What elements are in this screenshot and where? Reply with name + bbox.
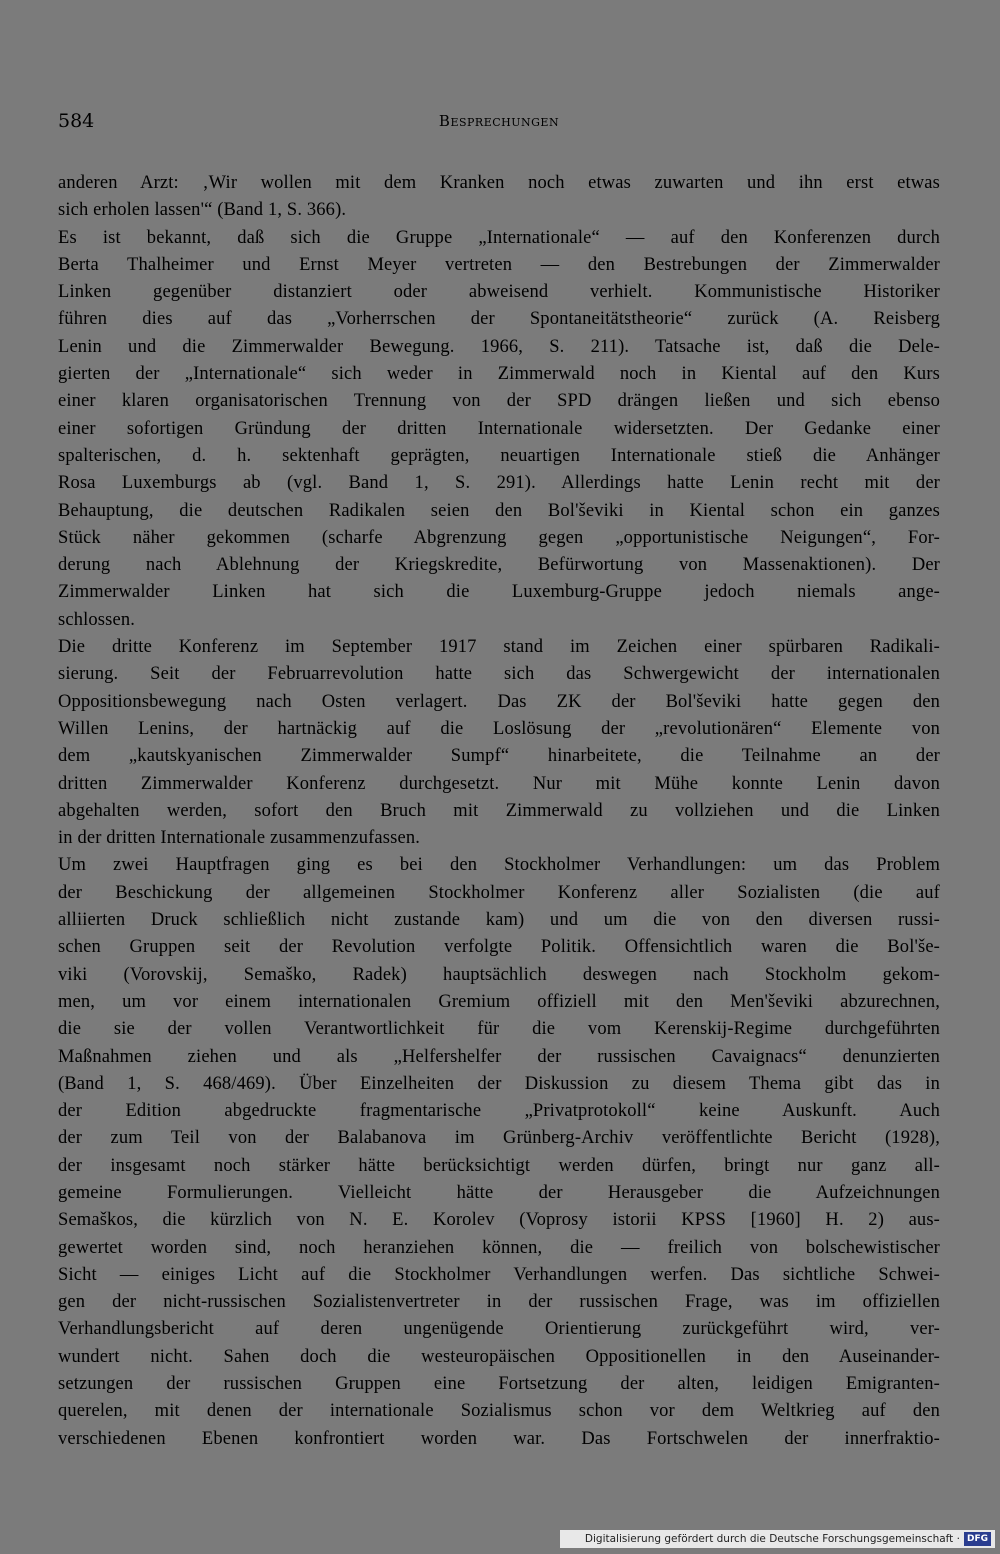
text-line: Verhandlungsbericht auf deren ungenügende Orientierung zurückgeführt wird, ver- <box>58 1319 940 1340</box>
text-line: setzungen der russischen Gruppen eine Fortsetzung der alten, leidigen Emigranten- <box>58 1374 940 1395</box>
text-line: einer klaren organisatorischen Trennung von der SPD drängen ließen und sich ebenso <box>58 391 940 412</box>
text-line: Sicht — einiges Licht auf die Stockholmer Verhandlungen werfen. Das sichtliche Schwei- <box>58 1264 940 1285</box>
text-line: viki (Vorovskij, Semaško, Radek) hauptsächlich deswegen nach Stockholm gekom- <box>58 964 940 985</box>
text-line: wundert nicht. Sahen doch die westeuropäischen Oppositionellen in den Auseinander- <box>58 1346 940 1367</box>
text-line: in der dritten Internationale zusammenzufassen. <box>58 828 421 849</box>
body-text <box>58 170 940 1453</box>
text-line: querelen, mit denen der internationale Sozialismus schon vor dem Weltkrieg auf den <box>58 1401 940 1422</box>
running-head: Besprechungen <box>438 112 560 130</box>
footer-text: Digitalisierung gefördert durch die Deutsche Forschungsgemeinschaft · <box>584 1533 960 1545</box>
text-line: anderen Arzt: ‚Wir wollen mit dem Kranken noch etwas zuwarten und ihn erst etwas <box>58 173 940 193</box>
text-line: führen dies auf das „Vorherrschen der Spontaneitätstheorie“ zurück (A. Reisberg <box>58 309 940 330</box>
text-line: Berta Thalheimer und Ernst Meyer vertreten — den Bestrebungen der Zimmerwalder <box>58 254 940 275</box>
text-line: die sie der vollen Verantwortlichkeit für die vom Kerenskij-Regime durchgeführten <box>58 1019 940 1040</box>
text-line: sierung. Seit der Februarrevolution hatte sich das Schwergewicht der internationalen <box>58 664 940 685</box>
text-line: Semaškos, die kürzlich von N. E. Korolev (Voprosy istorii KPSS [1960] H. 2) aus- <box>58 1210 940 1231</box>
page-number: 584 <box>58 110 95 132</box>
text-line: alliierten Druck schließlich nicht zustande kam) und um die von den diversen russi- <box>58 910 940 931</box>
text-line: Lenin und die Zimmerwalder Bewegung. 1966, S. 211). Tatsache ist, daß die Dele- <box>58 336 940 357</box>
text-line: Rosa Luxemburgs ab (vgl. Band 1, S. 291). Allerdings hatte Lenin recht mit der <box>58 473 940 494</box>
text-line: der insgesamt noch stärker hätte berücksichtigt werden dürfen, bringt nur ganz all- <box>58 1155 940 1176</box>
text-line: Oppositionsbewegung nach Osten verlagert. Das ZK der Bol'ševiki hatte gegen den <box>58 691 940 712</box>
text-line: verschiedenen Ebenen konfrontiert worden war. Das Fortschwelen der innerfraktio- <box>58 1428 940 1449</box>
text-line: der Beschickung der allgemeinen Stockholmer Konferenz aller Sozialisten (die auf <box>58 882 940 903</box>
text-line: abgehalten werden, sofort den Bruch mit Zimmerwald zu vollziehen und die Linken <box>58 800 940 821</box>
text-line: Um zwei Hauptfragen ging es bei den Stockholmer Verhandlungen: um das Problem <box>58 855 940 876</box>
text-line: gemeine Formulierungen. Vielleicht hätte der Herausgeber die Aufzeichnungen <box>58 1182 940 1203</box>
text-line: Maßnahmen ziehen und als „Helfershelfer der russischen Cavaignacs“ denunzierten <box>58 1046 940 1067</box>
page-header <box>58 110 940 140</box>
dfg-logo: DFG <box>964 1532 991 1546</box>
text-line: der zum Teil von der Balabanova im Grünberg-Archiv veröffentlichte Bericht (1928), <box>58 1128 940 1149</box>
text-line: spalterischen, d. h. sektenhaft geprägten, neuartigen Internationale stieß die Anhänger <box>58 445 940 466</box>
text-line: Stück näher gekommen (scharfe Abgrenzung gegen „opportunistische Neigungen“, For- <box>58 527 940 548</box>
text-line: Es ist bekannt, daß sich die Gruppe „Internationale“ — auf den Konferenzen durch <box>58 227 940 248</box>
text-line: Zimmerwalder Linken hat sich die Luxemburg-Gruppe jedoch niemals ange- <box>58 582 940 603</box>
text-line: gierten der „Internationale“ sich weder in Zimmerwald noch in Kiental auf den Kurs <box>58 364 940 385</box>
digitization-footer <box>560 1530 995 1548</box>
text-line: Die dritte Konferenz im September 1917 stand im Zeichen einer spürbaren Radikali- <box>58 637 940 658</box>
text-line: Linken gegenüber distanziert oder abweisend verhielt. Kommunistische Historiker <box>58 282 940 303</box>
text-line: der Edition abgedruckte fragmentarische „Privatprotokoll“ keine Auskunft. Auch <box>58 1101 940 1122</box>
text-line: dem „kautskyanischen Zimmerwalder Sumpf“ hinarbeitete, die Teilnahme an der <box>58 746 940 767</box>
text-line: Behauptung, die deutschen Radikalen seien den Bol'ševiki in Kiental schon ein ganzes <box>58 500 940 521</box>
text-line: dritten Zimmerwalder Konferenz durchgesetzt. Nur mit Mühe konnte Lenin davon <box>58 773 940 794</box>
text-line: schen Gruppen seit der Revolution verfolgte Politik. Offensichtlich waren die Bol'še- <box>58 937 940 958</box>
text-line: (Band 1, S. 468/469). Über Einzelheiten der Diskussion zu diesem Thema gibt das in <box>58 1073 940 1094</box>
text-line: gen der nicht-russischen Sozialistenvertreter in der russischen Frage, was im offiziellen <box>58 1292 940 1313</box>
text-line: sich erholen lassen'“ (Band 1, S. 366). <box>58 200 347 221</box>
text-line: derung nach Ablehnung der Kriegskredite, Befürwortung von Massenaktionen). Der <box>58 555 940 576</box>
text-line: einer sofortigen Gründung der dritten Internationale widersetzten. Der Gedanke einer <box>58 418 940 439</box>
text-line: Willen Lenins, der hartnäckig auf die Loslösung der „revolutionären“ Elemente von <box>58 718 940 739</box>
text-line: men, um vor einem internationalen Gremium offiziell mit den Men'ševiki abzurechnen, <box>58 991 940 1012</box>
text-line: gewertet worden sind, noch heranziehen können, die — freilich von bolschewistischer <box>58 1237 940 1258</box>
text-line: schlossen. <box>58 609 136 630</box>
